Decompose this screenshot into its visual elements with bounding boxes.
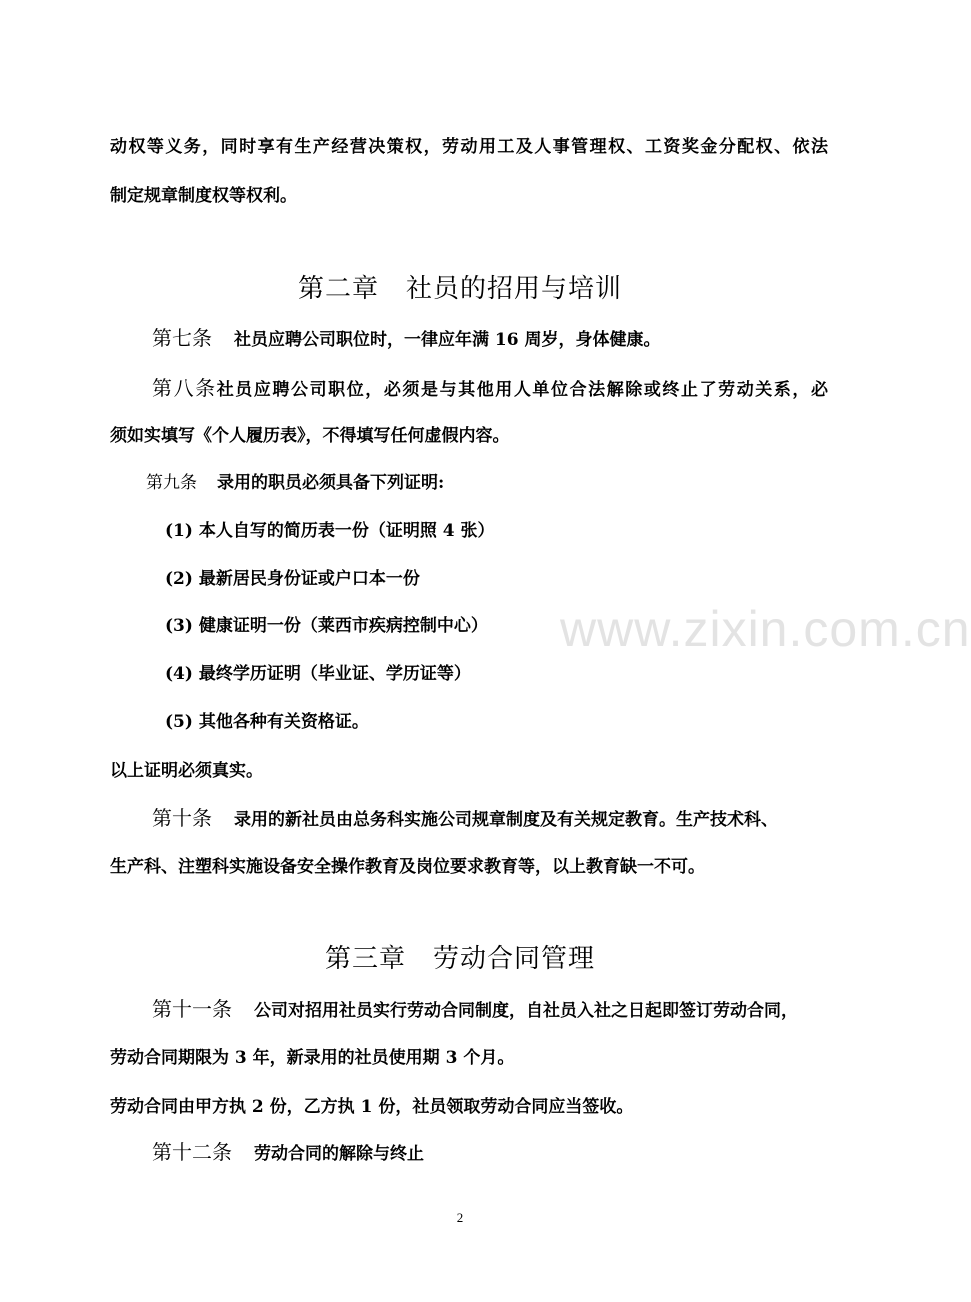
article-12 [152,1136,424,1165]
page-number: 2 [456,1210,464,1225]
article-9 [146,468,444,493]
items-footer-note: 以上证明必须真实。 [110,761,263,781]
article-8-line-1 [152,372,828,401]
article-7-text: 社员应聘公司职位时，一律应年满 16 周岁，身体健康。 [234,330,661,350]
article-8-line-2: 须如实填写《个人履历表》，不得填写任何虚假内容。 [110,426,510,446]
watermark: www.zixin.com.cn [560,601,971,657]
article-10-label: 第十条 [152,806,212,830]
paragraph-continuation-line-2: 制定规章制度权等权利。 [110,186,297,206]
article-11-line-1 [152,993,798,1022]
article-9-text: 录用的职员必须具备下列证明: [217,473,445,493]
list-item: (5) 其他各种有关资格证。 [165,712,369,732]
article-7 [152,322,661,351]
chapter-3-heading: 第三章 劳动合同管理 [324,944,595,974]
article-11-label: 第十一条 [152,997,232,1021]
article-8-text-1: 社员应聘公司职位，必须是与其他用人单位合法解除或终止了劳动关系，必 [216,380,829,400]
list-item: (2) 最新居民身份证或户口本一份 [165,569,420,589]
list-item: (3) 健康证明一份（莱西市疾病控制中心） [165,616,488,636]
paragraph-continuation-line-1: 动权等义务，同时享有生产经营决策权，劳动用工及人事管理权、工资奖金分配权、依法 [110,137,828,157]
list-item: (4) 最终学历证明（毕业证、学历证等） [165,664,471,684]
article-11-text-1: 公司对招用社员实行劳动合同制度，自社员入社之日起即签订劳动合同， [254,1001,798,1021]
article-12-text: 劳动合同的解除与终止 [254,1144,424,1164]
chapter-2-heading: 第二章 社员的招用与培训 [297,274,622,304]
article-9-label: 第九条 [146,473,197,493]
article-12-label: 第十二条 [152,1140,232,1164]
article-10-line-2: 生产科、注塑科实施设备安全操作教育及岗位要求教育等，以上教育缺一不可。 [110,857,705,877]
article-10-line-1 [152,802,778,831]
article-11-line-2: 劳动合同期限为 3 年，新录用的社员使用期 3 个月。 [110,1048,515,1068]
article-8-label: 第八条 [152,376,217,400]
list-item: (1) 本人自写的简历表一份（证明照 4 张） [165,521,495,541]
article-7-label: 第七条 [152,326,212,350]
article-10-text-1: 录用的新社员由总务科实施公司规章制度及有关规定教育。生产技术科、 [234,810,778,830]
article-11-line-3: 劳动合同由甲方执 2 份，乙方执 1 份，社员领取劳动合同应当签收。 [110,1097,634,1117]
